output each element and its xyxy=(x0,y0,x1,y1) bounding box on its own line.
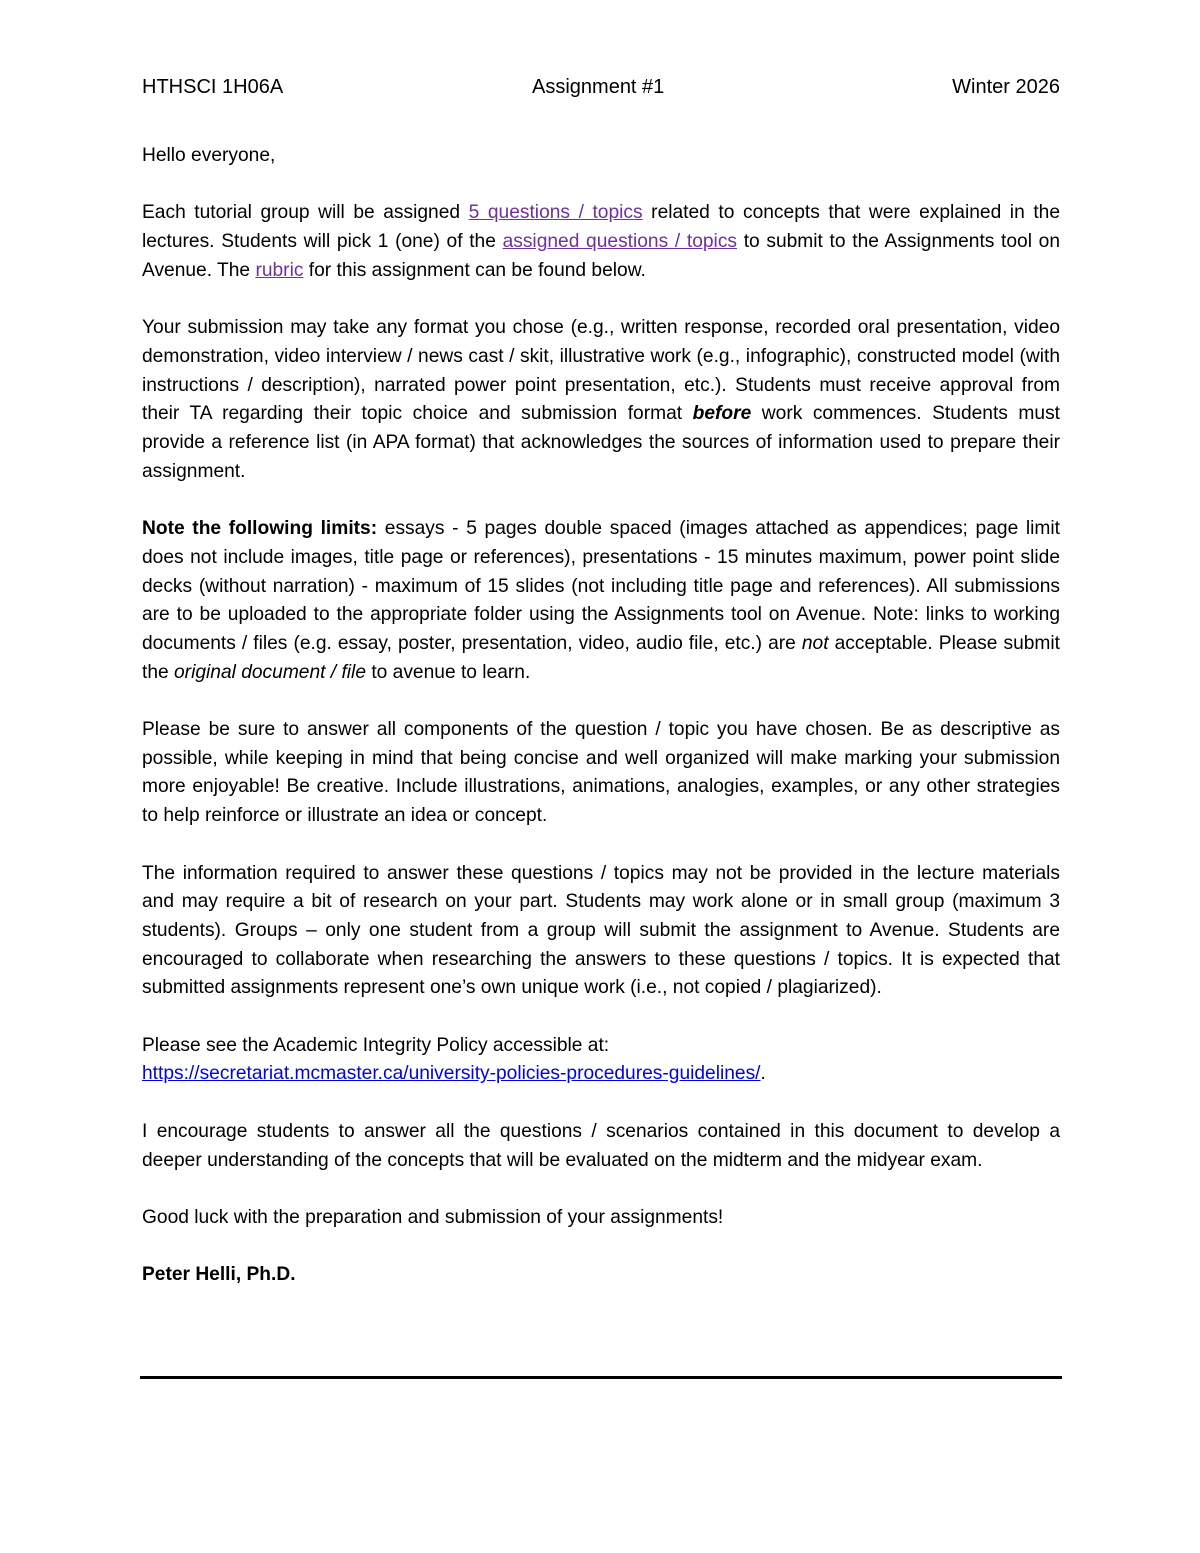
components-paragraph: Please be sure to answer all components of the question / topic you have chosen. Be as descriptive as possible, while keeping in mind that being concise and well organized will make marking your submission more enjoyable! Be creative. Include illustrations, animations, analogies, examples, or any other strategies to help reinforce or illustrate an idea or concept. xyxy=(142,719,1060,827)
limits-text-3: to avenue to learn. xyxy=(366,661,531,683)
intro-paragraph xyxy=(142,199,1060,285)
integrity-period: . xyxy=(760,1063,766,1085)
not-emphasis: not xyxy=(801,632,829,654)
page-header xyxy=(142,74,1060,100)
greeting: Hello everyone, xyxy=(142,145,276,166)
format-paragraph xyxy=(142,314,1060,486)
course-code: HTHSCI 1H06A xyxy=(142,76,284,98)
integrity-text: Please see the Academic Integrity Policy accessible at: xyxy=(142,1034,610,1056)
limits-text-1: essays - 5 pages double spaced (images attached as appendices; page limit does not include images, title page or references), presentations - 15 minutes maximum, power point slide decks (without narration) - maximum of 15 slides (not including title page and references). All submissions are to be uploaded to the appropriate folder using the Assignments tool on Avenue. Note: links to working documents / files (e.g. essay, poster, presentation, video, audio file, etc.) are xyxy=(142,518,1061,654)
encourage-paragraph: I encourage students to answer all the questions / scenarios contained in this document to develop a deeper understanding of the concepts that will be evaluated on the midterm and the midyear exam. xyxy=(142,1120,1060,1171)
assignment-title: Assignment #1 xyxy=(532,76,665,98)
integrity-policy-link[interactable]: https://secretariat.mcmaster.ca/university-policies-procedures-guidelines/ xyxy=(142,1063,761,1085)
assigned-questions-link[interactable]: assigned questions / topics xyxy=(502,231,738,253)
format-text-1: Your submission may take any format you chose (e.g., written response, recorded oral presentation, video demonstration, video interview / news cast / skit, illustrative work (e.g., infographic), constructed model (with instructions / description), narrated power point presentation, etc.). Students must receive approval from their TA regarding their topic choice and submission format xyxy=(142,317,1060,425)
term-label: Winter 2026 xyxy=(952,76,1060,98)
questions-topics-link[interactable]: 5 questions / topics xyxy=(468,202,643,224)
before-emphasis: before xyxy=(692,403,752,425)
limits-paragraph xyxy=(142,515,1060,687)
research-paragraph: The information required to answer these questions / topics may not be provided in the lecture materials and may require a bit of research on your part. Students may work alone or in small group (maximum 3 students). Groups – only one student from a group will submit the assignment to Avenue. Students are encouraged to collaborate when researching the answers to these questions / topics. It is expected that submitted assignments represent one’s own unique work (i.e., not copied / plagiarized). xyxy=(142,862,1060,999)
intro-text-2: related to concepts that were explained in the lectures. Students will pick 1 (one) of the xyxy=(142,202,1060,253)
good-luck-paragraph: Good luck with the preparation and submission of your assignments! xyxy=(142,1206,724,1228)
intro-text-1: Each tutorial group will be assigned xyxy=(142,202,469,224)
rubric-link[interactable]: rubric xyxy=(255,259,304,281)
format-text-2: work commences. Students must provide a reference list (in APA format) that acknowledges the sources of information used to prepare their assignment. xyxy=(142,403,1060,482)
intro-text-3: to submit to the Assignments tool on Avenue. The xyxy=(142,231,1061,281)
integrity-paragraph xyxy=(142,1032,1060,1089)
original-document-emphasis: original document / file xyxy=(174,661,366,683)
signature-rule xyxy=(140,1376,1062,1379)
limits-text-2: acceptable. Please submit the xyxy=(142,632,1060,683)
document-body xyxy=(142,142,1060,1321)
limits-lead: Note the following limits: xyxy=(142,518,378,540)
signature: Peter Helli, Ph.D. xyxy=(142,1264,296,1286)
intro-text-4: for this assignment can be found below. xyxy=(303,259,646,281)
